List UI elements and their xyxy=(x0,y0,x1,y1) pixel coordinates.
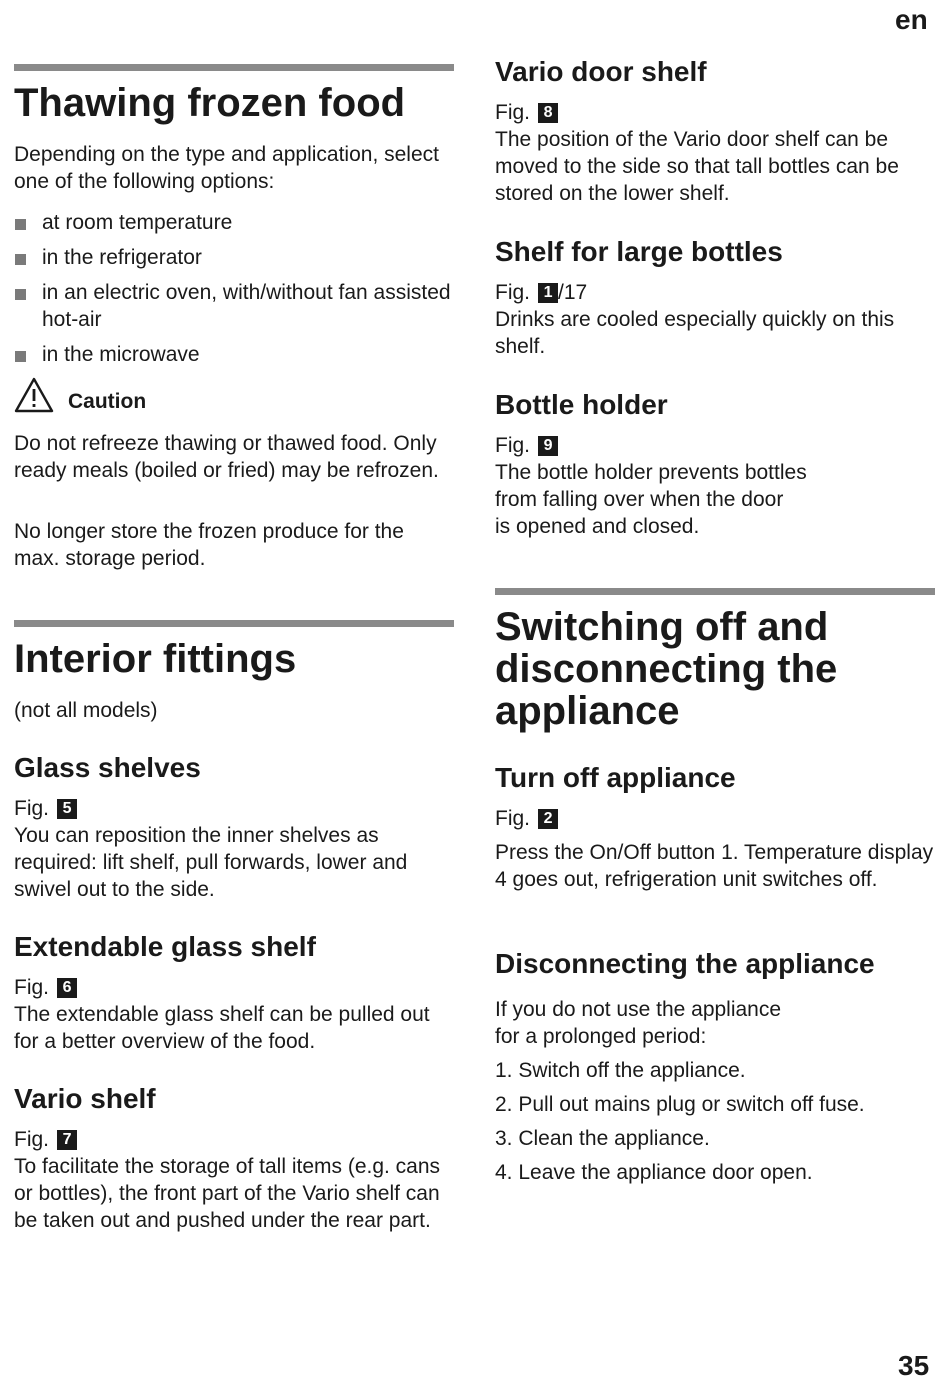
vario-door-text: The position of the Vario door shelf can be moved to the side so that tall bottles can be stored on the lower shelf. xyxy=(495,128,899,205)
list-item: 3. Clean the appliance. xyxy=(495,1127,710,1150)
vario-shelf-text: To facilitate the storage of tall items (e.g. cans or bottles), the front part of the Vario shelf can be taken out and pushed under the rear part. xyxy=(14,1155,441,1232)
vario-door-heading: Vario door shelf xyxy=(495,56,707,87)
caution-storage-text: No longer store the frozen produce for the max. storage period. xyxy=(14,520,404,570)
figure-number-badge: 6 xyxy=(57,978,77,998)
bullet-square-icon xyxy=(15,254,26,265)
figure-number-badge: 1 xyxy=(538,283,558,303)
left-column xyxy=(14,0,454,1300)
figure-reference: Fig. 9 xyxy=(495,432,935,459)
page-number: 35 xyxy=(898,1350,930,1381)
bottle-holder-heading: Bottle holder xyxy=(495,389,668,420)
bottle-holder-text: The bottle holder prevents bottles from falling over when the door is opened and closed. xyxy=(495,461,807,538)
right-column xyxy=(495,0,935,1300)
section-rule xyxy=(14,620,454,627)
glass-shelves-heading: Glass shelves xyxy=(14,752,201,783)
extendable-shelf-text: The extendable glass shelf can be pulled out for a better overview of the food. xyxy=(14,1003,430,1053)
caution-text: Do not refreeze thawing or thawed food. Only ready meals (boiled or fried) may be refrozen. xyxy=(14,432,439,482)
warning-triangle-icon xyxy=(14,376,54,414)
vario-shelf-heading: Vario shelf xyxy=(14,1083,156,1114)
list-item: 1. Switch off the appliance. xyxy=(495,1059,746,1082)
figure-reference: Fig. 5 xyxy=(14,795,454,822)
figure-number-badge: 7 xyxy=(57,1130,77,1150)
disconnecting-intro: If you do not use the appliance for a prolonged period: xyxy=(495,998,782,1048)
figure-reference: Fig. 2 xyxy=(495,805,935,832)
language-code: en xyxy=(895,4,928,35)
extendable-shelf-heading: Extendable glass shelf xyxy=(14,931,316,962)
list-item: in the microwave xyxy=(14,341,454,368)
disconnecting-steps xyxy=(495,1057,935,1193)
figure-reference: Fig. 1 /17 xyxy=(495,281,588,304)
figure-number-badge: 5 xyxy=(57,799,77,819)
section-rule xyxy=(14,64,454,71)
glass-shelves-text: You can reposition the inner shelves as required: lift shelf, pull forwards, lower and swivel out to the side. xyxy=(14,824,408,901)
thawing-title: Thawing frozen food xyxy=(14,81,406,125)
list-item: in the refrigerator xyxy=(14,244,454,271)
figure-number-badge: 9 xyxy=(538,436,558,456)
large-bottles-text: Drinks are cooled especially quickly on this shelf. xyxy=(495,308,895,358)
list-item: 4. Leave the appliance door open. xyxy=(495,1161,813,1184)
thawing-options xyxy=(14,209,454,376)
figure-number-badge: 8 xyxy=(538,103,558,123)
turn-off-text: Press the On/Off button 1. Temperature display 4 goes out, refrigeration unit switches off. xyxy=(495,841,934,891)
interior-subtitle: (not all models) xyxy=(14,699,158,722)
interior-title: Interior fittings xyxy=(14,637,297,681)
bullet-square-icon xyxy=(15,219,26,230)
figure-number-badge: 2 xyxy=(538,809,558,829)
turn-off-heading: Turn off appliance xyxy=(495,762,736,793)
figure-reference: Fig. 7 xyxy=(14,1126,454,1153)
figure-reference: Fig. 6 xyxy=(14,974,454,1001)
list-item: at room temperature xyxy=(14,209,454,236)
section-rule xyxy=(495,588,935,595)
list-item: 2. Pull out mains plug or switch off fuse. xyxy=(495,1093,865,1116)
list-item: in an electric oven, with/without fan assisted hot-air xyxy=(14,279,454,333)
bullet-square-icon xyxy=(15,351,26,362)
thawing-intro: Depending on the type and application, select one of the following options: xyxy=(14,143,439,193)
caution-label: Caution xyxy=(68,390,147,413)
figure-reference: Fig. 8 xyxy=(495,99,935,126)
disconnecting-heading: Disconnecting the appliance xyxy=(495,948,875,979)
bullet-square-icon xyxy=(15,289,26,300)
large-bottles-heading: Shelf for large bottles xyxy=(495,236,783,267)
switching-title: Switching off and disconnecting the appliance xyxy=(495,605,838,733)
caution-header xyxy=(14,376,454,414)
